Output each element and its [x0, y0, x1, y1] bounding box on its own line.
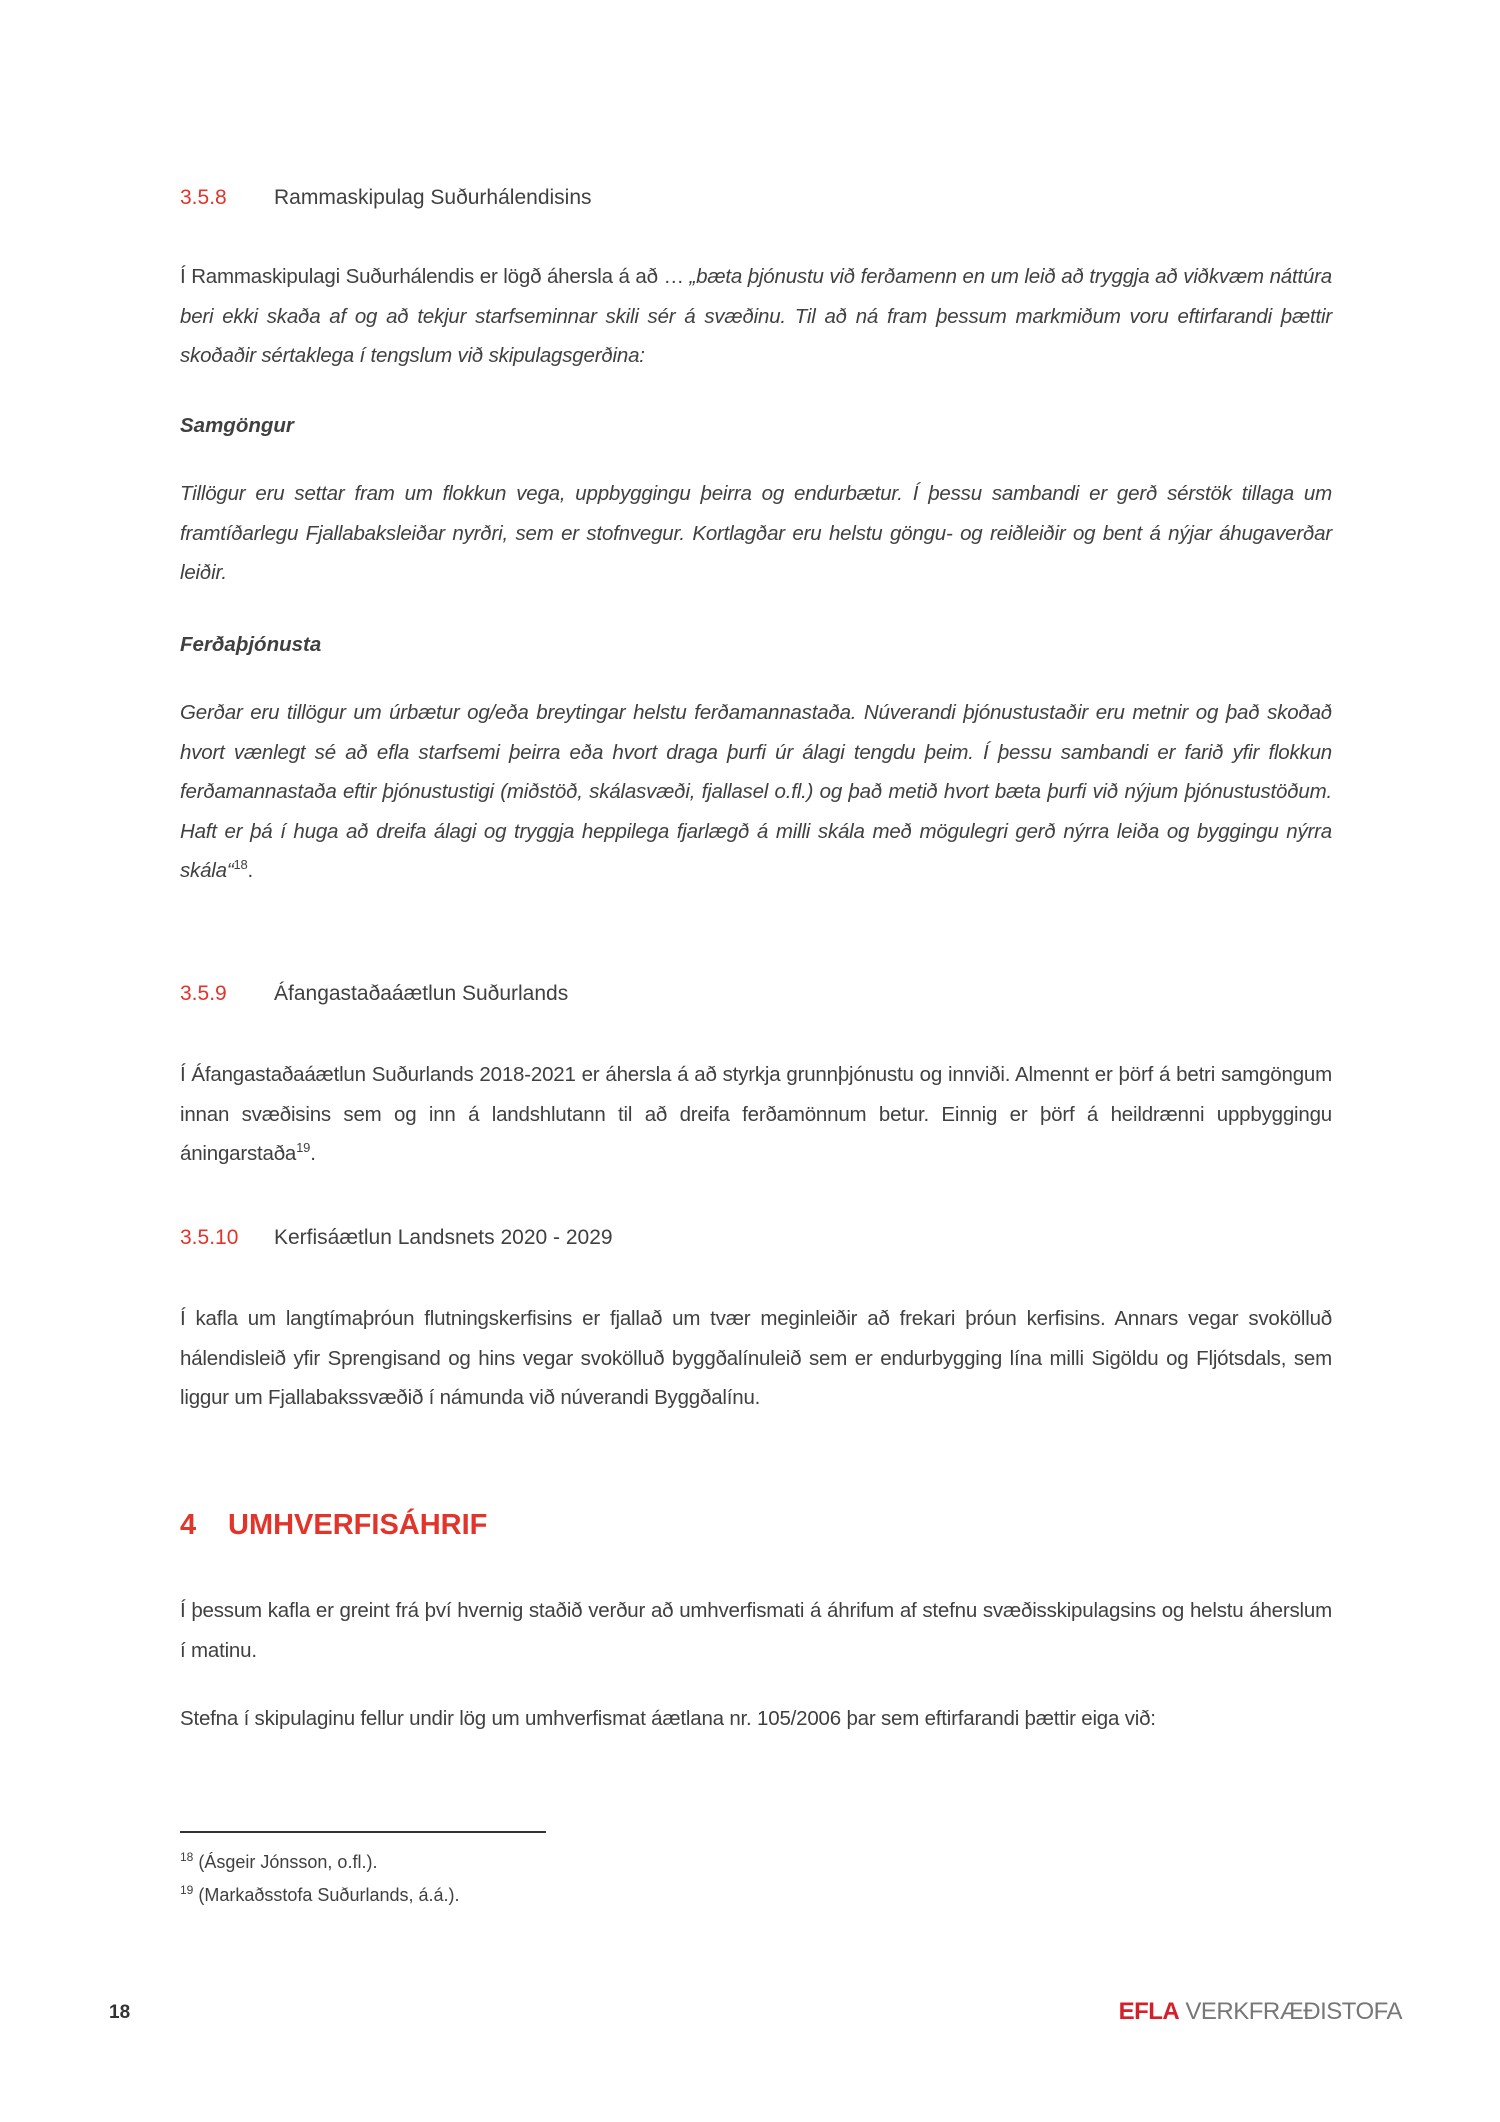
- paragraph-samgongur: Tillögur eru settar fram um flokkun vega, uppbyggingu þeirra og endurbætur. Í þessu sambandi er gerð sérstök tillaga um framtíðarlegu Fjallabaksleiðar nyrðri, sem er stofnvegur. Kortlagðar eru helstu göngu- og reiðleiðir og bent á nýjar áhugaverðar leiðir.: [180, 482, 1332, 584]
- paragraph-ferdathjonusta: [180, 693, 1332, 891]
- heading-3-5-9: [180, 976, 1332, 1012]
- heading-3-5-8: [180, 180, 1332, 216]
- page-number: 18: [109, 2002, 131, 2023]
- heading-3-5-10: [180, 1220, 1332, 1256]
- footnote-separator: [180, 1831, 546, 1833]
- footnote: [180, 1879, 1332, 1912]
- paragraph-afangastadaaaetlun: [180, 1055, 1332, 1174]
- paragraph-chapter-intro: Í þessum kafla er greint frá því hvernig staðið verður að umhverfismati á áhrifum af stefnu svæðisskipulagsins og helstu áherslum í matinu.: [180, 1599, 1332, 1662]
- paragraph-chapter-policy: Stefna í skipulaginu fellur undir lög um umhverfismat áætlana nr. 105/2006 þar sem eftirfarandi þættir eiga við:: [180, 1707, 1156, 1730]
- subheading-samgongur: Samgöngur: [180, 414, 294, 437]
- footnote-ref[interactable]: 19: [296, 1140, 311, 1156]
- section-title: Áfangastaðaáætlun Suðurlands: [274, 982, 569, 1005]
- section-title: Rammaskipulag Suðurhálendisins: [274, 186, 592, 209]
- company-logo: [1119, 1998, 1402, 2026]
- section-number: 3.5.8: [180, 186, 227, 209]
- chapter-heading: [180, 1505, 1332, 1545]
- section-number: 3.5.9: [180, 982, 227, 1005]
- body-text: Í Áfangastaðaáætlun Suðurlands 2018-2021 er áhersla á að styrkja grunnþjónustu og innviði. Almennt er þörf á betri samgöngum innan svæðisins sem og inn á landshlutann til að dreifa ferðamönnum betur. Einnig er þörf á heildrænni uppbyggingu áningarstaða: [180, 1063, 1332, 1165]
- subheading-ferdathjonusta: Ferðaþjónusta: [180, 633, 322, 656]
- section-number: 3.5.10: [180, 1226, 239, 1249]
- section-title: Kerfisáætlun Landsnets 2020 - 2029: [274, 1226, 613, 1249]
- paragraph-kerfisaaetlun: Í kafla um langtímaþróun flutningskerfisins er fjallað um tvær meginleiðir að frekari þróun kerfisins. Annars vegar svokölluð hálendisleið yfir Sprengisand og hins vegar svokölluð byggðalínuleið sem er endurbygging lína milli Sigöldu og Fljótsdals, sem liggur um Fjallabakssvæðið í námunda við núverandi Byggðalínu.: [180, 1307, 1332, 1409]
- logo-text: VERKFRÆÐISTOFA: [1185, 1998, 1402, 2025]
- chapter-title: UMHVERFISÁHRIF: [228, 1509, 488, 1541]
- footnote: [180, 1846, 1332, 1879]
- footnote-ref[interactable]: 18: [233, 857, 248, 873]
- period: .: [247, 859, 254, 882]
- intro-text: Í Rammaskipulagi Suðurhálendis er lögð áhersla á að …: [180, 265, 690, 288]
- logo-brand: EFLA: [1118, 1998, 1180, 2025]
- footnote-number: 19: [180, 1883, 194, 1897]
- footnote-text: (Markaðsstofa Suðurlands, á.á.).: [198, 1885, 460, 1905]
- footnote-number: 18: [180, 1850, 194, 1864]
- quote-text: „bæta þjónustu við ferðamenn en um leið að tryggja að viðkvæm náttúra beri ekki skaða af og að tekjur starfseminnar skili sér á svæðinu. Til að ná fram þessum markmiðum voru eftirfarandi þættir skoðaðir sértaklega í tengslum við skipulagsgerðina:: [180, 265, 1332, 367]
- chapter-number: 4: [180, 1509, 197, 1541]
- period: .: [310, 1142, 316, 1165]
- quote-text: Gerðar eru tillögur um úrbætur og/eða breytingar helstu ferðamannastaða. Núverandi þjónustustaðir eru metnir og það skoðað hvort vænlegt sé að efla starfsemi þeirra eða hvort draga þurfi úr álagi tengdu þeim. Í þessu sambandi er farið yfir flokkun ferðamannastaða eftir þjónustustigi (miðstöð, skálasvæði, fjallasel o.fl.) og það metið hvort bæta þurfi við nýjum þjónustustöðum. Haft er þá í huga að dreifa álagi og tryggja heppilega fjarlægð á milli skála með mögulegri gerð nýrra leiða og byggingu nýrra skála“: [180, 701, 1332, 882]
- paragraph-rammaskipulag: [180, 257, 1332, 376]
- footnote-text: (Ásgeir Jónsson, o.fl.).: [198, 1852, 378, 1872]
